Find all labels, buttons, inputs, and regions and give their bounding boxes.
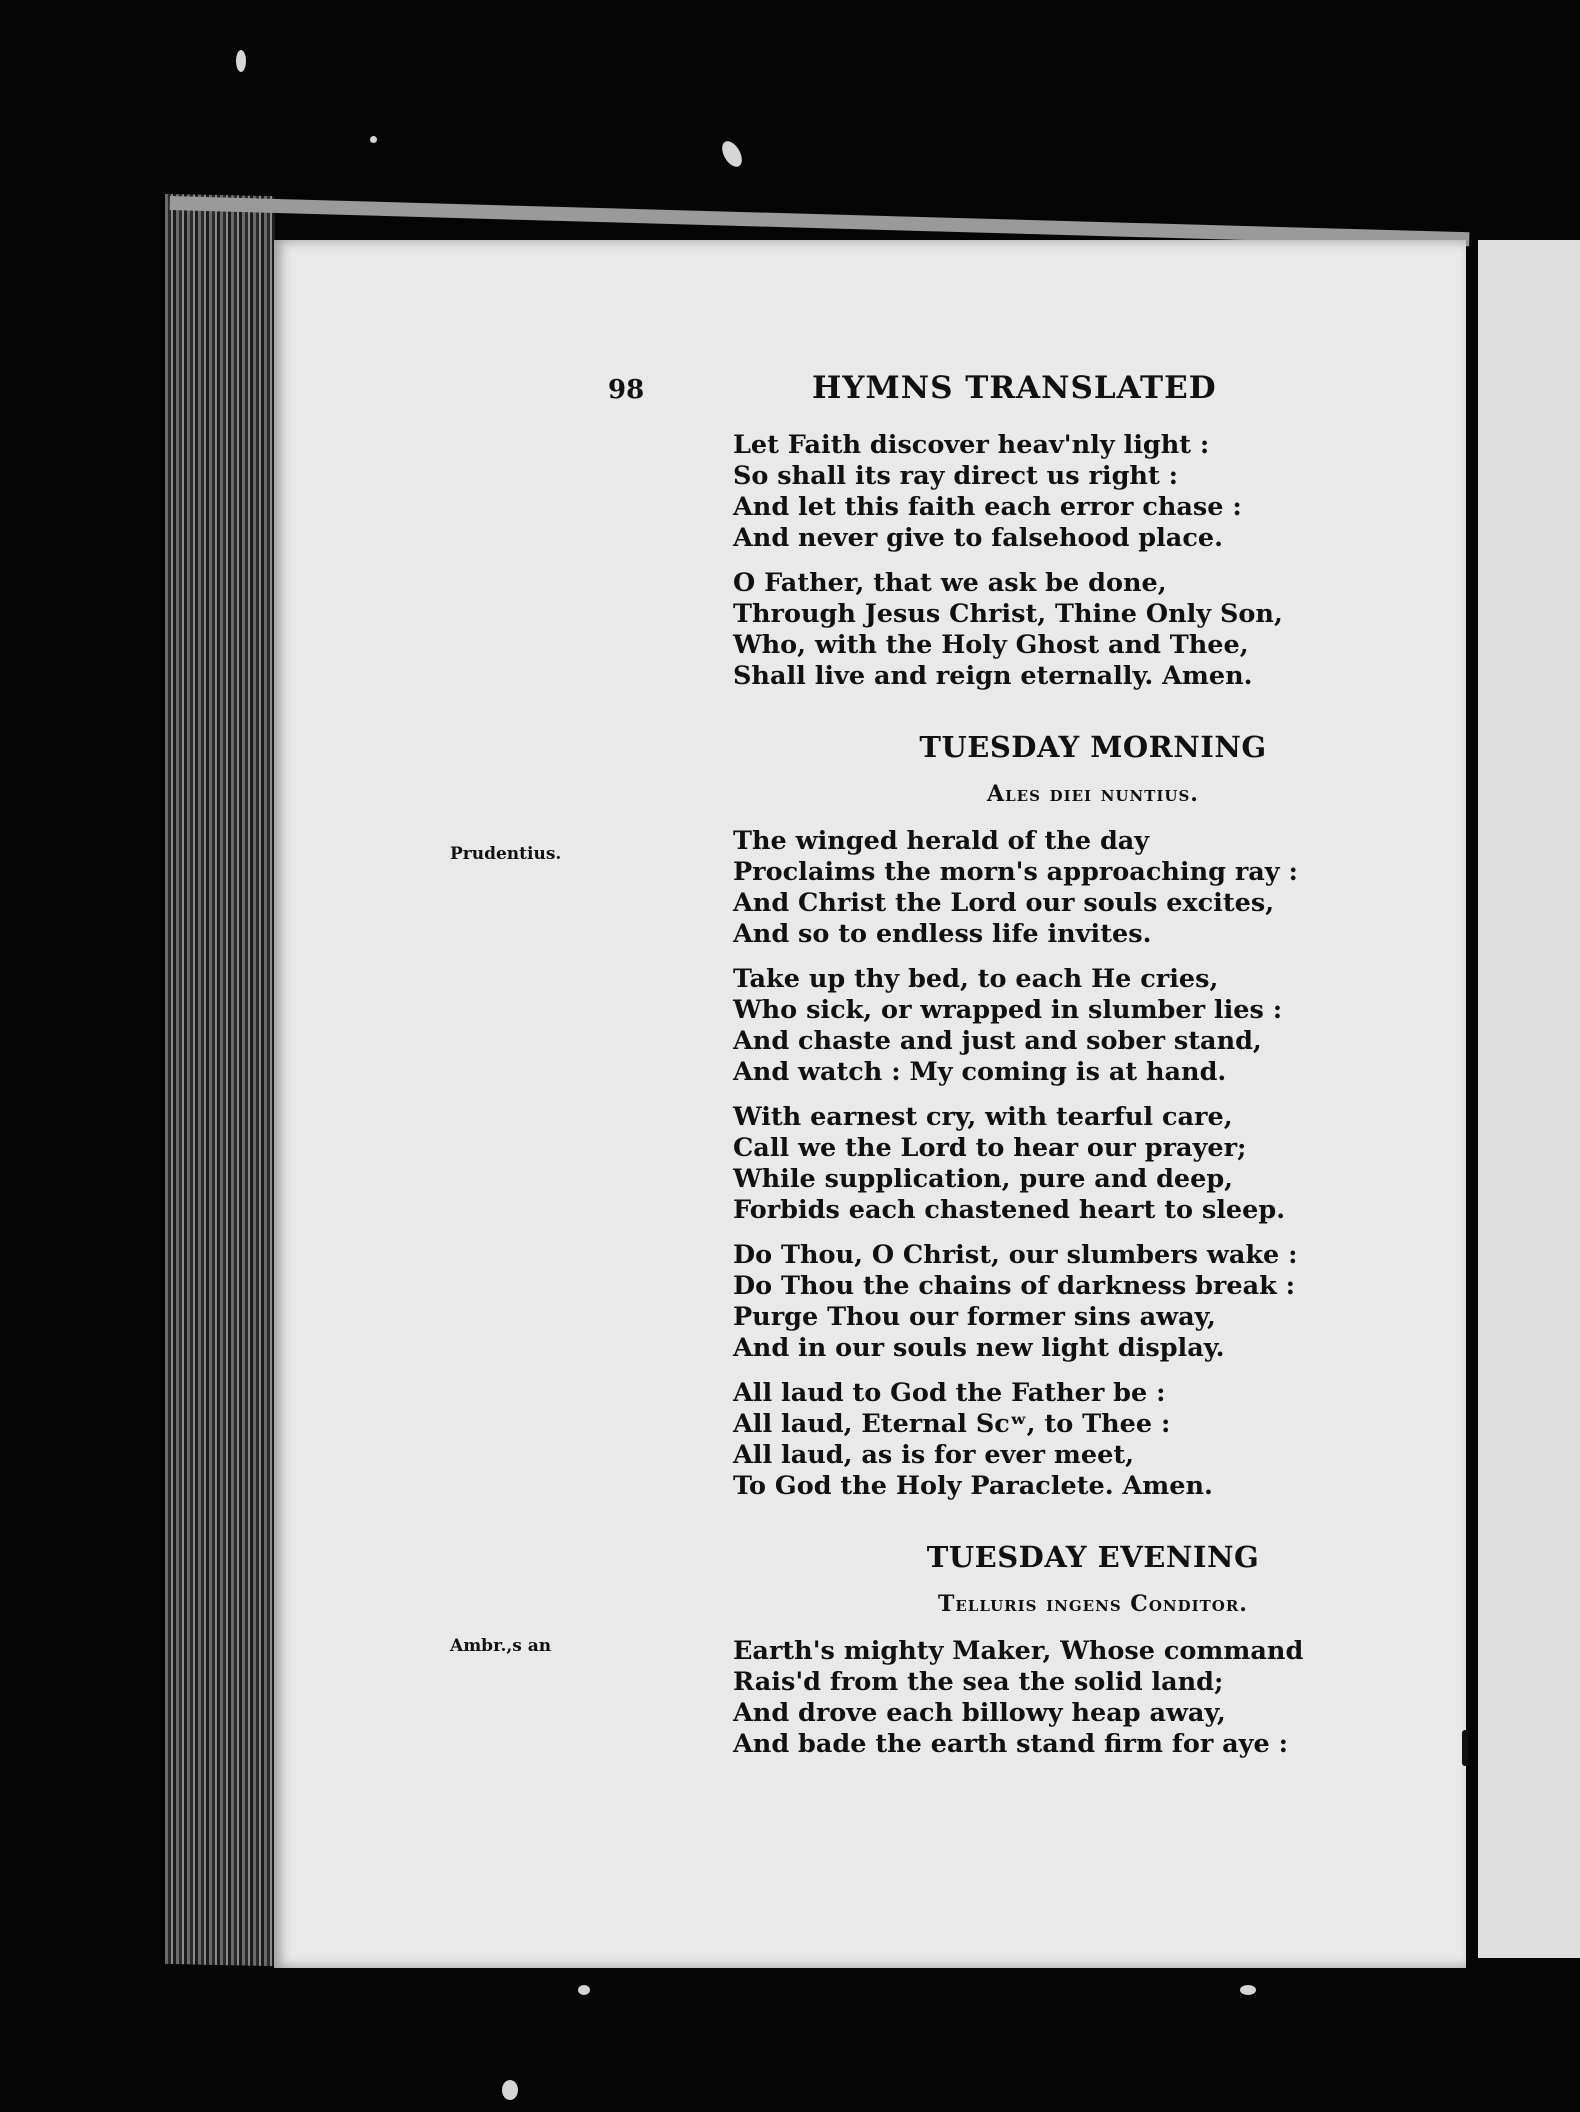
author-note-ambrosian: Ambr.,s an bbox=[450, 1636, 552, 1656]
dust-speck bbox=[370, 136, 377, 143]
verse-line: And let this faith each error chase : bbox=[733, 492, 1242, 522]
verse-line: Let Faith discover heav'nly light : bbox=[733, 430, 1210, 460]
verse-line: And chaste and just and sober stand, bbox=[733, 1026, 1262, 1056]
verse-line: And bade the earth stand firm for aye : bbox=[733, 1729, 1288, 1759]
verse-line: Call we the Lord to hear our prayer; bbox=[733, 1133, 1247, 1163]
verse-line: Forbids each chastened heart to sleep. bbox=[733, 1195, 1286, 1225]
book-page-edges bbox=[165, 194, 275, 1966]
verse-line: With earnest cry, with tearful care, bbox=[733, 1102, 1233, 1132]
verse-line: Through Jesus Christ, Thine Only Son, bbox=[733, 599, 1283, 629]
dust-speck bbox=[578, 1985, 590, 1995]
verse-line: All laud, Eternal Scʷ, to Thee : bbox=[733, 1409, 1171, 1439]
verse-line: All laud to God the Father be : bbox=[733, 1378, 1166, 1408]
verse-line: Who sick, or wrapped in slumber lies : bbox=[733, 995, 1283, 1025]
stanza bbox=[733, 430, 1433, 554]
verse-line: Shall live and reign eternally. Amen. bbox=[733, 661, 1253, 691]
verse-line: The winged herald of the day bbox=[733, 826, 1150, 856]
running-head: HYMNS TRANSLATED bbox=[812, 370, 1217, 406]
verse-line: Earth's mighty Maker, Whose command bbox=[733, 1636, 1304, 1666]
text-column bbox=[733, 430, 1433, 1774]
stanza bbox=[733, 1102, 1433, 1226]
hymn-latin-title: Telluris ingens Conditor. bbox=[938, 1591, 1248, 1617]
verse-line: Who, with the Holy Ghost and Thee, bbox=[733, 630, 1249, 660]
verse-line: Purge Thou our former sins away, bbox=[733, 1302, 1216, 1332]
hymn-latin-title: Ales diei nuntius. bbox=[987, 781, 1199, 807]
verse-line: Do Thou, O Christ, our slumbers wake : bbox=[733, 1240, 1298, 1270]
stanza bbox=[733, 1240, 1433, 1364]
dust-speck bbox=[502, 2080, 518, 2100]
facing-page-edge bbox=[1478, 240, 1580, 1958]
stanza bbox=[733, 826, 1433, 950]
page-mark bbox=[1462, 1730, 1468, 1766]
stanza bbox=[733, 1378, 1433, 1502]
verse-line: And in our souls new light display. bbox=[733, 1333, 1225, 1363]
verse-line: And watch : My coming is at hand. bbox=[733, 1057, 1227, 1087]
dust-speck bbox=[236, 50, 246, 72]
hymn-title: TUESDAY EVENING bbox=[926, 1540, 1260, 1574]
book-cover-edge bbox=[170, 196, 1470, 246]
verse-line: And Christ the Lord our souls excites, bbox=[733, 888, 1275, 918]
verse-line: O Father, that we ask be done, bbox=[733, 568, 1167, 598]
page-number: 98 bbox=[608, 375, 645, 405]
verse-line: And so to endless life invites. bbox=[733, 919, 1152, 949]
stanza bbox=[733, 568, 1433, 692]
verse-line: All laud, as is for ever meet, bbox=[733, 1440, 1135, 1470]
verse-line: And drove each billowy heap away, bbox=[733, 1698, 1226, 1728]
dust-speck bbox=[1240, 1985, 1256, 1995]
verse-line: And never give to falsehood place. bbox=[733, 523, 1223, 553]
stanza bbox=[733, 964, 1433, 1088]
verse-line: So shall its ray direct us right : bbox=[733, 461, 1179, 491]
verse-line: Take up thy bed, to each He cries, bbox=[733, 964, 1219, 994]
dust-speck bbox=[718, 138, 746, 170]
author-note-prudentius: Prudentius. bbox=[450, 844, 562, 864]
verse-line: To God the Holy Paraclete. Amen. bbox=[733, 1471, 1213, 1501]
verse-line: Do Thou the chains of darkness break : bbox=[733, 1271, 1296, 1301]
verse-line: Rais'd from the sea the solid land; bbox=[733, 1667, 1224, 1697]
stanza bbox=[733, 1636, 1433, 1760]
hymn-title: TUESDAY MORNING bbox=[919, 730, 1267, 764]
verse-line: Proclaims the morn's approaching ray : bbox=[733, 857, 1298, 887]
verse-line: While supplication, pure and deep, bbox=[733, 1164, 1234, 1194]
